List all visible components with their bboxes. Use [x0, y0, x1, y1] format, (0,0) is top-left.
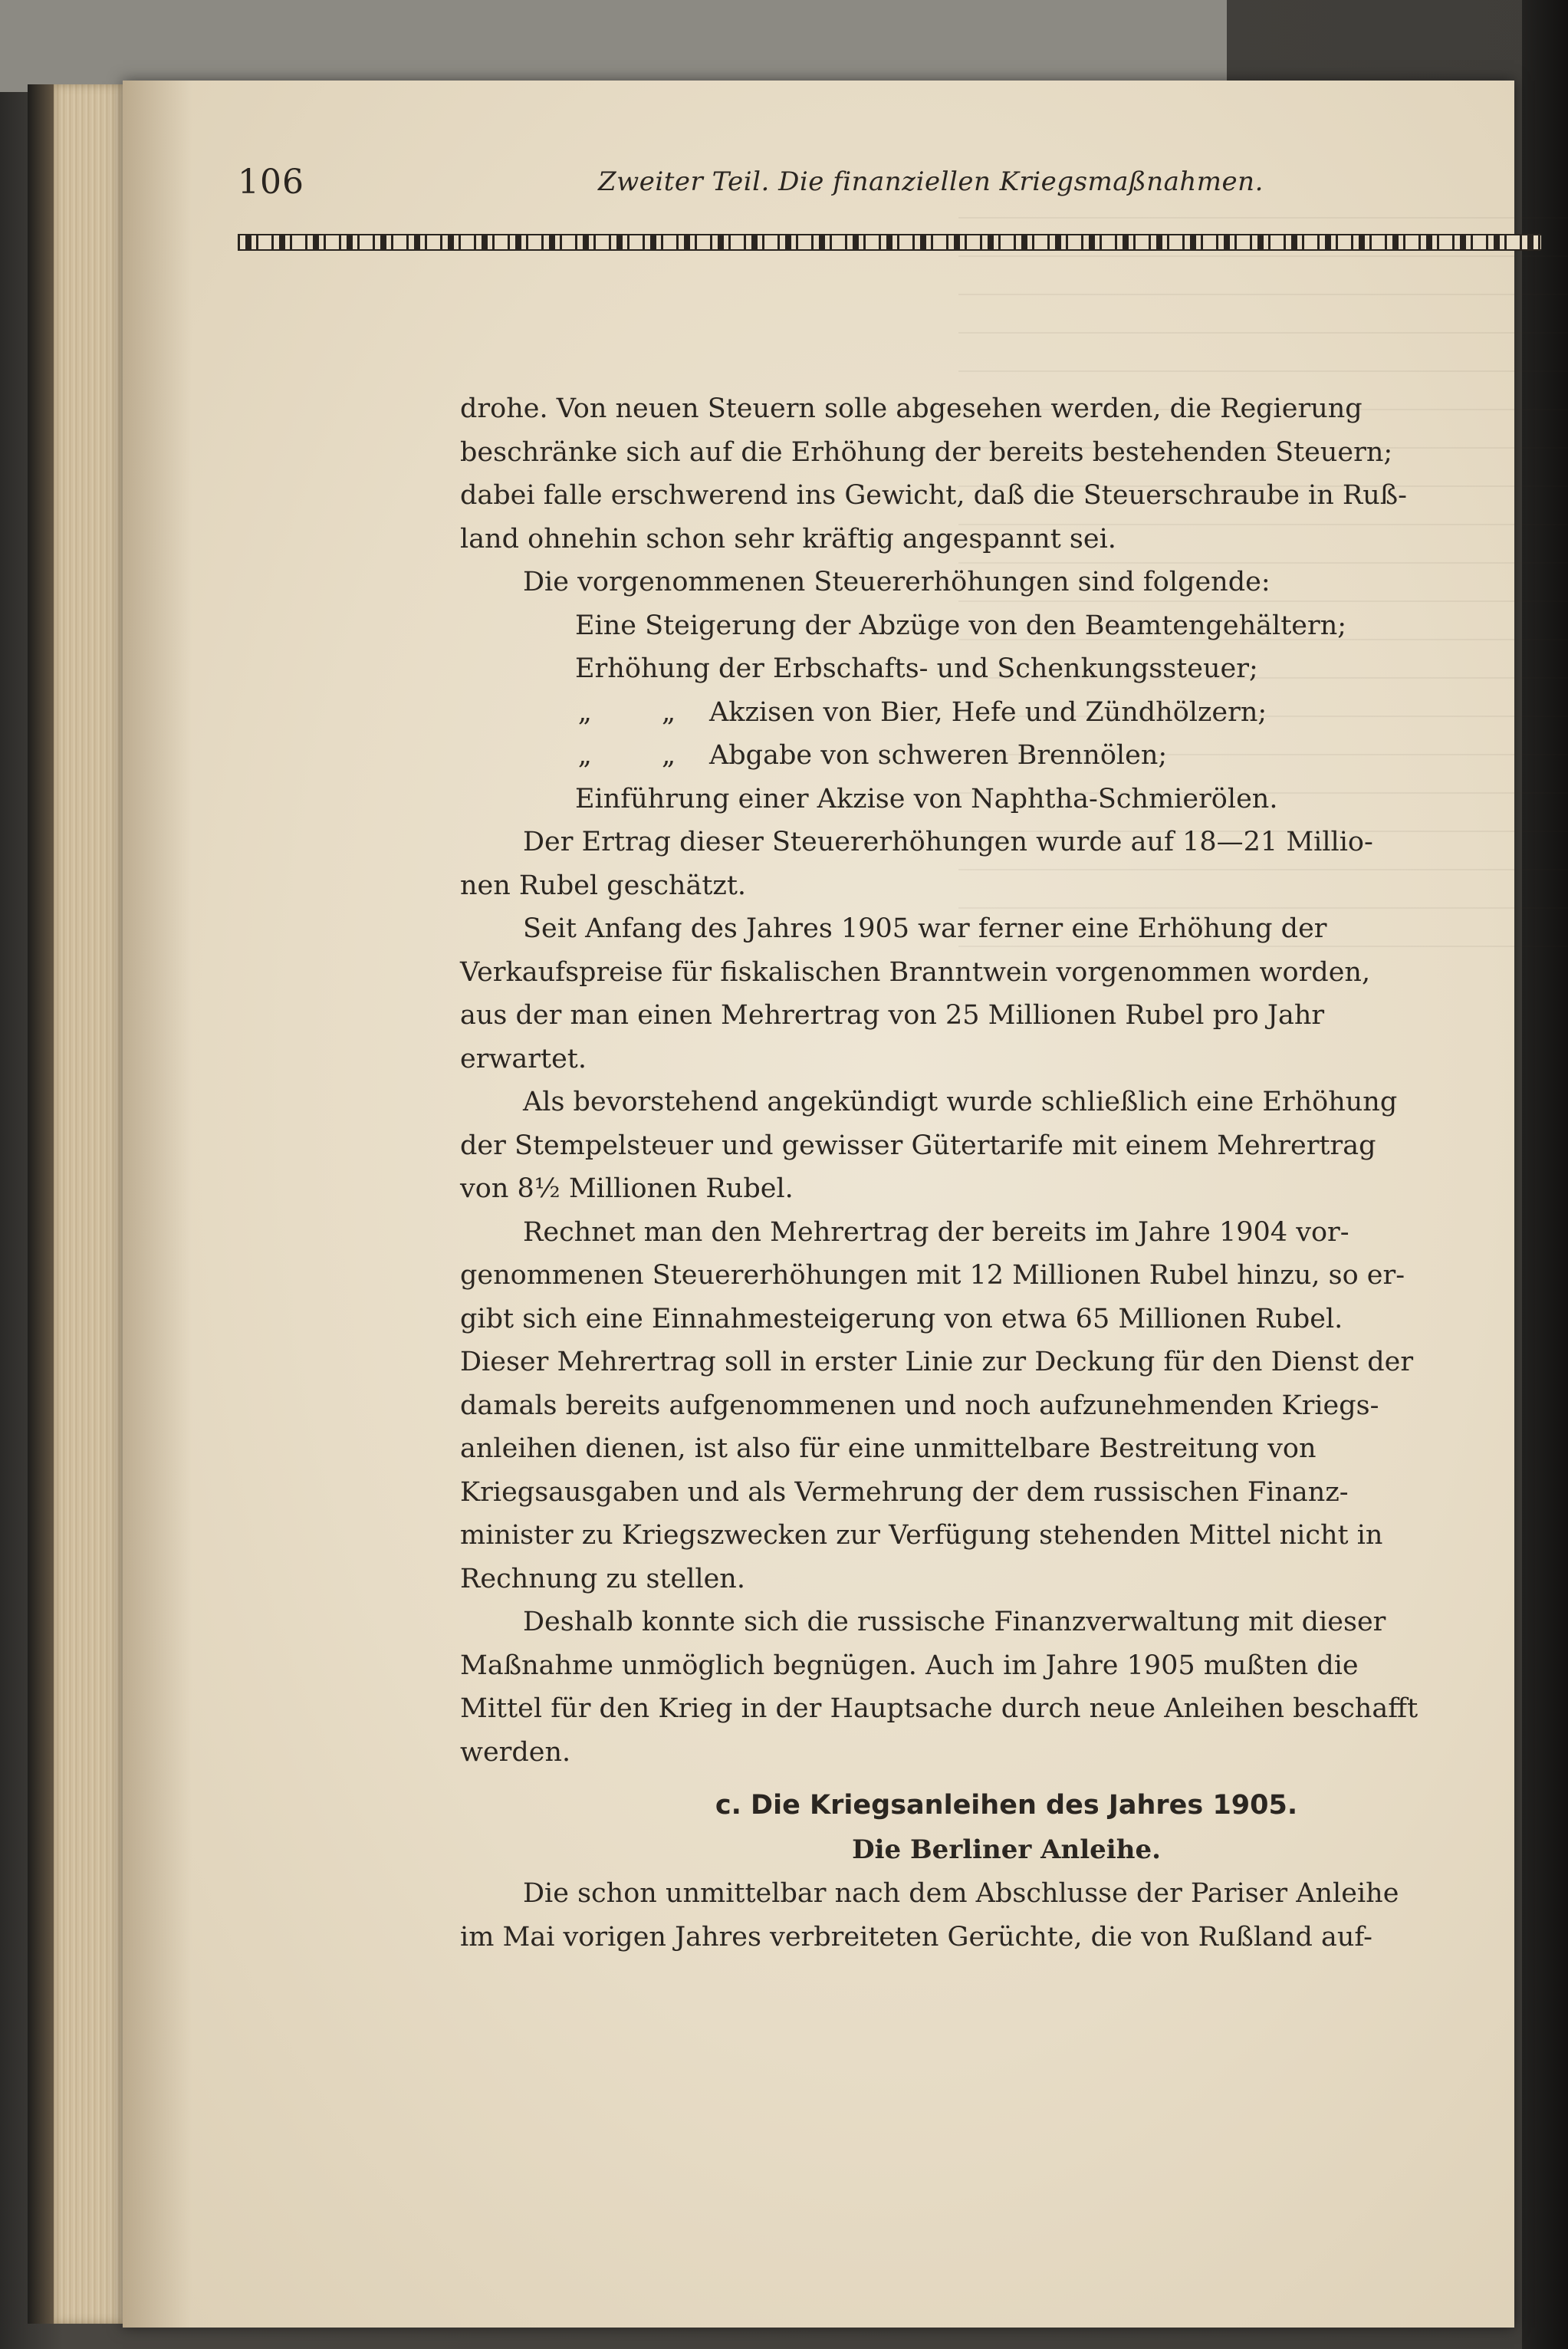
text-line: Verkaufspreise für fiskalischen Branntwein vorgenommen worden,: [460, 956, 1371, 988]
text-line: Der Ertrag dieser Steuererhöhungen wurde auf 18—21 Millio-: [523, 827, 1373, 857]
page-gutter: [123, 81, 192, 2328]
paragraph: [460, 387, 1553, 561]
tax-list-item: Einführung einer Akzise von Naphtha-Schmierölen.: [575, 783, 1278, 814]
text-line: von 8½ Millionen Rubel.: [460, 1173, 794, 1204]
text-line: Maßnahme unmöglich begnügen. Auch im Jahre 1905 mußten die: [460, 1650, 1359, 1681]
main-text: [460, 387, 1553, 1959]
text-line: nen Rubel geschätzt.: [460, 870, 747, 901]
text-line: im Mai vorigen Jahres verbreiteten Gerüchte, die von Rußland auf-: [460, 1921, 1372, 1953]
paragraph: [460, 1081, 1553, 1211]
text-line: Mittel für den Krieg in der Hauptsache durch neue Anleihen beschafft: [460, 1693, 1418, 1724]
tax-increase-list: [460, 604, 1553, 821]
text-line: genommenen Steuererhöhungen mit 12 Millionen Rubel hinzu, so er-: [460, 1260, 1405, 1291]
section-heading: c. Die Kriegsanleihen des Jahres 1905.: [715, 1790, 1298, 1821]
text-line: dabei falle erschwerend ins Gewicht, daß die Steuerschraube in Ruß-: [460, 480, 1407, 511]
text-line: Rechnung zu stellen.: [460, 1563, 745, 1594]
tax-list-item-text: Akzisen von Bier, Hefe und Zündhölzern;: [709, 696, 1267, 728]
subsection-heading: Die Berliner Anleihe.: [852, 1834, 1161, 1865]
tax-list-item: [460, 734, 1553, 778]
text-line: Kriegsausgaben und als Vermehrung der dem russischen Finanz-: [460, 1476, 1349, 1508]
page-header: [123, 81, 1514, 280]
text-line: der Stempelsteuer und gewisser Gütertarife mit einem Mehrertrag: [460, 1130, 1376, 1161]
paragraph: [460, 821, 1553, 907]
text-line: Dieser Mehrertrag soll in erster Linie zur Deckung für den Dienst der: [460, 1347, 1414, 1377]
tax-list-item-text: Abgabe von schweren Brennölen;: [709, 740, 1168, 771]
text-line: Seit Anfang des Jahres 1905 war ferner eine Erhöhung der: [523, 913, 1327, 944]
page-number: 106: [238, 163, 304, 202]
paragraph: [460, 1872, 1553, 1959]
paragraph: [460, 1601, 1553, 1774]
text-line: aus der man einen Mehrertrag von 25 Millionen Rubel pro Jahr: [460, 1000, 1325, 1031]
text-line: Rechnet man den Mehrertrag der bereits im Jahre 1904 vor-: [523, 1216, 1349, 1248]
running-title: Zweiter Teil. Die finanziellen Kriegsmaßnahmen.: [598, 166, 1264, 197]
text-line: gibt sich eine Einnahmesteigerung von etwa 65 Millionen Rubel.: [460, 1303, 1343, 1334]
tax-list-intro: Die vorgenommenen Steuererhöhungen sind folgende:: [523, 567, 1271, 597]
ditto-mark: „ „: [577, 740, 707, 771]
text-line: Als bevorstehend angekündigt wurde schließlich eine Erhöhung: [523, 1087, 1398, 1117]
tax-list-item: Eine Steigerung der Abzüge von den Beamtengehältern;: [575, 610, 1347, 641]
paragraph: [460, 1211, 1553, 1601]
text-line: werden.: [460, 1736, 571, 1768]
header-ornament-rule: [238, 234, 1541, 251]
tax-list-item: Erhöhung der Erbschafts- und Schenkungssteuer;: [575, 653, 1258, 684]
text-line: Deshalb konnte sich die russische Finanzverwaltung mit dieser: [523, 1607, 1386, 1637]
cover-board-top: [0, 0, 1227, 92]
text-line: damals bereits aufgenommenen und noch aufzunehmenden Kriegs-: [460, 1390, 1379, 1421]
tax-list-item: [460, 691, 1553, 735]
book-page: [123, 81, 1514, 2328]
text-line: Die schon unmittelbar nach dem Abschlusse der Pariser Anleihe: [523, 1878, 1399, 1909]
text-line: anleihen dienen, ist also für eine unmittelbare Bestreitung von: [460, 1433, 1317, 1464]
text-line: drohe. Von neuen Steuern solle abgesehen werden, die Regierung: [460, 393, 1363, 424]
paragraph: [460, 907, 1553, 1081]
ditto-mark: „ „: [577, 696, 707, 728]
text-line: minister zu Kriegszwecken zur Verfügung stehenden Mittel nicht in: [460, 1520, 1383, 1551]
text-line: land ohnehin schon sehr kräftig angespannt sei.: [460, 523, 1116, 554]
text-line: beschränke sich auf die Erhöhung der bereits bestehenden Steuern;: [460, 436, 1393, 468]
text-line: erwartet.: [460, 1043, 587, 1074]
